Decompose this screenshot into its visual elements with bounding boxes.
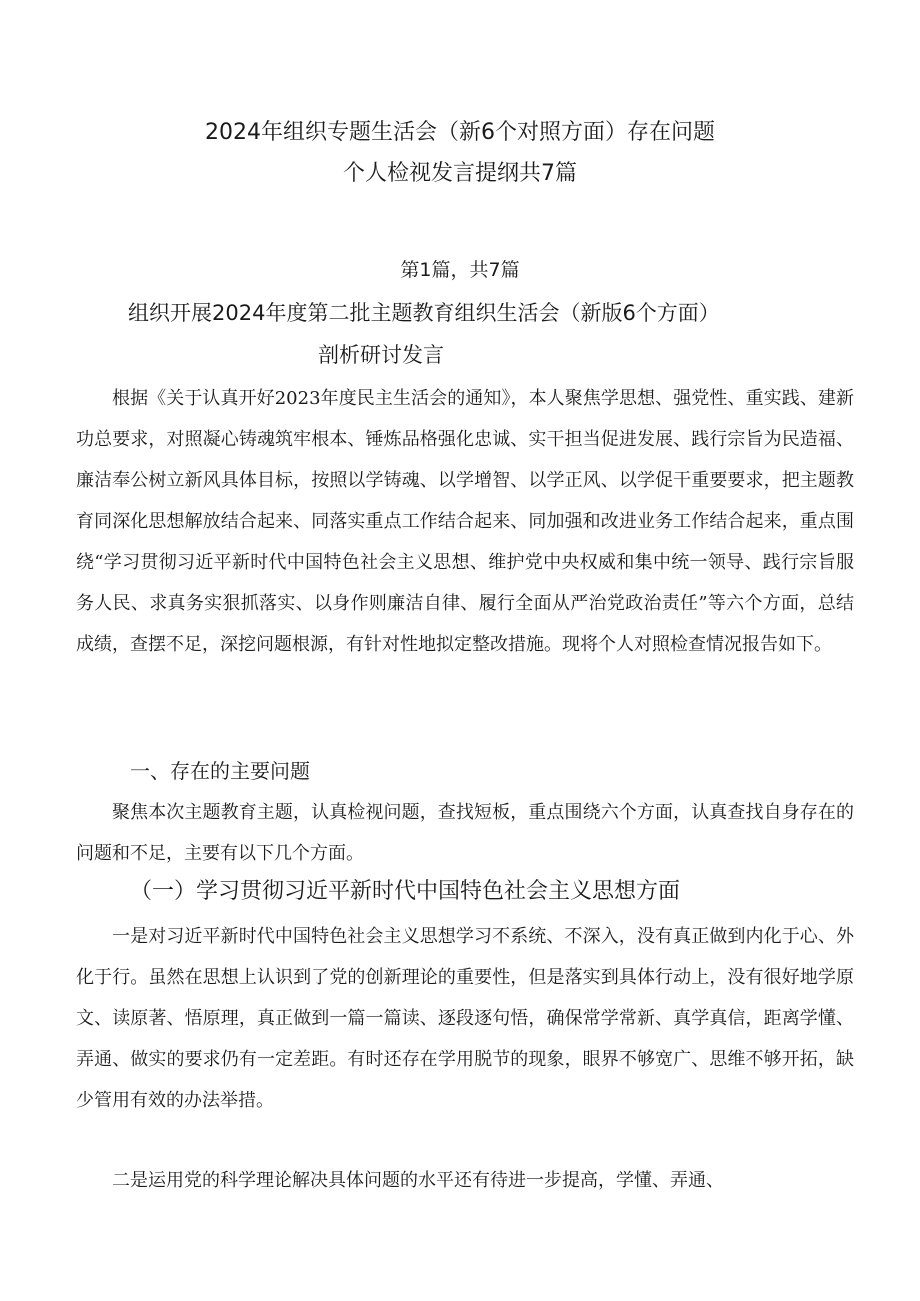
point-one-paragraph: 一是对习近平新时代中国特色社会主义思想学习不系统、不深入，没有真正做到内化于心、外化于行。虽然在思想上认识到了党的创新理论的重要性，但是落实到具体行动上，没有很好地学原文、读原著、悟原理，真正做到一篇一篇读、逐段逐句悟，确保常学常新、真学真信，距离学懂、弄通、做实的要求仍有一定差距。有时还存在学用脱节的现象，眼界不够宽广、思维不够开拓，缺少管用有效的办法举措。 [76,926,854,1111]
focus-paragraph: 聚焦本次主题教育主题，认真检视问题，查找短板，重点围绕六个方面，认真查找自身存在的问题和不足，主要有以下几个方面。 [76,802,854,864]
point-two-paragraph: 二是运用党的科学理论解决具体问题的水平还有待进一步提高，学懂、弄通、 [112,1170,724,1191]
subsection-heading-study: （一）学习贯彻习近平新时代中国特色社会主义思想方面 [130,879,681,904]
part-label: 第1篇，共7篇 [400,259,520,281]
document-title-line-1: 2024年组织专题生活会（新6个对照方面）存在问题 [205,120,715,145]
intro-paragraph: 根据《关于认真开好2023年度民主生活会的通知》，本人聚焦学思想、强党性、重实践、建新功总要求，对照凝心铸魂筑牢根本、锤炼品格强化忠诚、实干担当促进发展、践行宗旨为民造福、廉洁奉公树立新风具体目标，按照以学铸魂、以学增智、以学正风、以学促干重要要求，把主题教育同深化思想解放结合起来、同落实重点工作结合起来、同加强和改进业务工作结合起来，重点围绕“学习贯彻习近平新时代中国特色社会主义思想、维护党中央权威和集中统一领导、践行宗旨服务人民、求真务实狠抓落实、以身作则廉洁自律、履行全面从严治党政治责任”等六个方面，总结成绩，查摆不足，深挖问题根源，有针对性地拟定整改措施。现将个人对照检查情况报告如下。 [76,388,854,655]
article-title-line-1: 组织开展2024年度第二批主题教育组织生活会（新版6个方面） [128,301,720,325]
section-heading-main-problems: 一、存在的主要问题 [130,759,310,783]
article-title-line-2: 剖析研讨发言 [318,343,444,367]
document-title-line-2: 个人检视发言提纲共7篇 [343,161,577,186]
